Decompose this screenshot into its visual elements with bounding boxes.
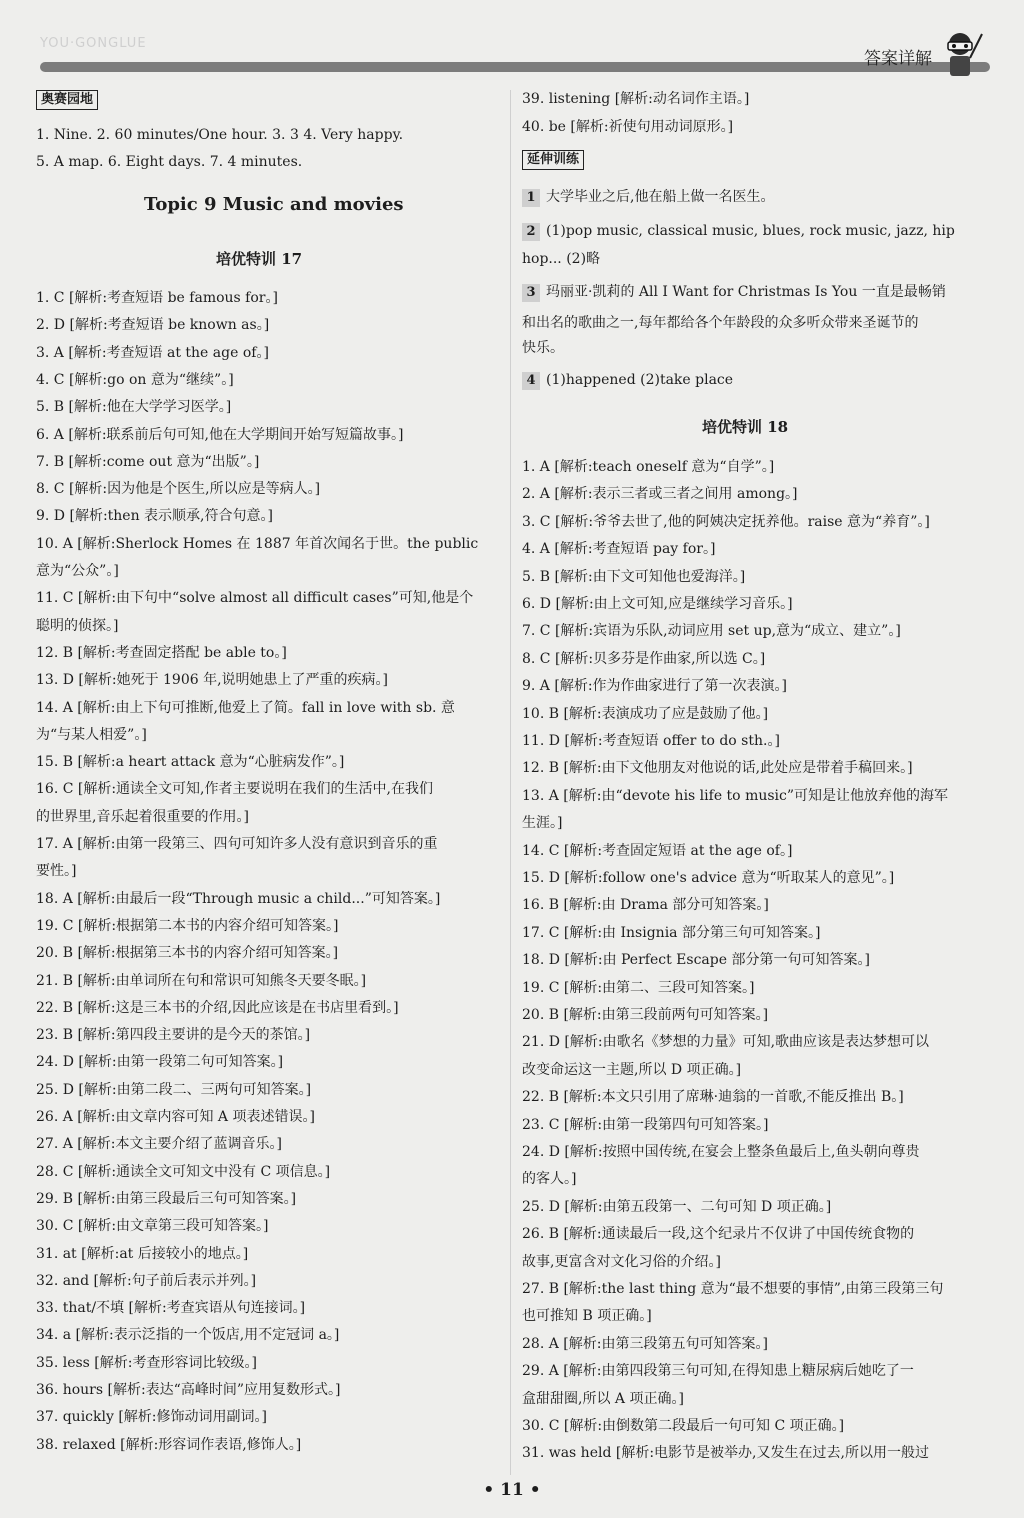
- answer-line: 6. D [解析:由上文可知,应是继续学习音乐。]: [522, 596, 793, 612]
- answer-line: 30. C [解析:由倒数第二段最后一句可知 C 项正确。]: [522, 1418, 845, 1434]
- mascot-icon: [938, 28, 984, 80]
- answer-line: 30. C [解析:由文章第三段可知答案。]: [36, 1218, 269, 1235]
- answer-line: 8. C [解析:贝多芬是作曲家,所以选 C。]: [522, 650, 766, 667]
- answer-line: 31. was held [解析:电影节是被举办,又发生在过去,所以用一般过: [522, 1445, 929, 1462]
- answer-line: 21. D [解析:由歌名《梦想的力量》可知,歌曲应该是表达梦想可以: [522, 1034, 930, 1051]
- answer-line: 22. B [解析:这是三本书的介绍,因此应该是在书店里看到。]: [36, 999, 399, 1016]
- topic-heading: Topic 9 Music and movies: [144, 194, 404, 215]
- answer-line: 3. C [解析:爷爷去世了,他的阿姨决定抚养他。raise 意为“养育”。]: [522, 513, 930, 530]
- header-bar: [40, 62, 990, 72]
- answer-line: 34. a [解析:表示泛指的一个饭店,用不定冠词 a。]: [36, 1327, 340, 1344]
- answer-line: 聪明的侦探。]: [36, 617, 119, 634]
- answer-line: 意为“公众”。]: [36, 563, 119, 579]
- answer-line: 12. B [解析:考查固定搭配 be able to。]: [36, 644, 287, 661]
- answer-line: 16. C [解析:通读全文可知,作者主要说明在我们的生活中,在我们: [36, 781, 433, 798]
- extension-box-title: 延伸训练: [522, 150, 584, 170]
- answer-line: 23. B [解析:第四段主要讲的是今天的茶馆。]: [36, 1027, 311, 1044]
- answer-line: 19. C [解析:由第二、三段可知答案。]: [522, 979, 755, 996]
- answer-line: 1. A [解析:teach oneself 意为“自学”。]: [522, 459, 775, 475]
- answer-line: 23. C [解析:由第一段第四句可知答案。]: [522, 1116, 769, 1133]
- answer-line: 32. and [解析:句子前后表示并列。]: [36, 1272, 257, 1289]
- answer-line: 8. C [解析:因为他是个医生,所以应是等病人。]: [36, 481, 321, 498]
- answer-line: 9. A [解析:作为作曲家进行了第一次表演。]: [522, 678, 788, 695]
- answer-line: 16. B [解析:由 Drama 部分可知答案。]: [522, 897, 769, 914]
- answer-line: 6. A [解析:联系前后句可知,他在大学期间开始写短篇故事。]: [36, 426, 404, 443]
- section-heading-17: 培优特训 17: [216, 250, 303, 268]
- extension-text: 大学毕业之后,他在船上做一名医生。: [546, 189, 775, 205]
- answer-line: 也可推知 B 项正确。]: [522, 1308, 652, 1325]
- answer-line: 11. C [解析:由下句中“solve almost all difficult cases”可知,他是个: [36, 590, 474, 607]
- extension-section-label: [522, 150, 584, 170]
- answer-line: 3. A [解析:考查短语 at the age of。]: [36, 344, 269, 361]
- answer-line: 2. A [解析:表示三者或三者之间用 among。]: [522, 486, 798, 503]
- extension-text: (1)happened (2)take place: [546, 372, 734, 388]
- answer-line: 18. A [解析:由最后一段“Through music a child...”可知答案。]: [36, 890, 441, 907]
- answer-line: 生涯。]: [522, 815, 563, 832]
- answer-line: 7. B [解析:come out 意为“出版”。]: [36, 453, 260, 470]
- answer-line: 36. hours [解析:表达“高峰时间”应用复数形式。]: [36, 1382, 341, 1398]
- answer-line: 11. D [解析:考查短语 offer to do sth.。]: [522, 733, 780, 749]
- answer-line: 为“与某人相爱”。]: [36, 726, 147, 743]
- answer-line: 24. D [解析:由第一段第二句可知答案。]: [36, 1054, 284, 1071]
- aosai-answers-2: 5. A map. 6. Eight days. 7. 4 minutes.: [36, 154, 303, 170]
- answer-line: 27. B [解析:the last thing 意为“最不想要的事情”,由第三段第三句: [522, 1281, 944, 1297]
- section-heading-18: 培优特训 18: [702, 418, 789, 436]
- answer-line: 25. D [解析:由第五段第一、二句可知 D 项正确。]: [522, 1198, 832, 1215]
- answer-line: 28. C [解析:通读全文可知文中没有 C 项信息。]: [36, 1163, 331, 1180]
- answer-line: 15. D [解析:follow one's advice 意为“听取某人的意见”。]: [522, 870, 895, 886]
- answer-line: 13. D [解析:她死于 1906 年,说明她患上了严重的疾病。]: [36, 672, 389, 689]
- answer-line: 24. D [解析:按照中国传统,在宴会上整条鱼最后上,鱼头朝向尊贵: [522, 1144, 920, 1160]
- answer-line: 20. B [解析:根据第三本书的内容介绍可知答案。]: [36, 945, 339, 962]
- answer-line: 19. C [解析:根据第二本书的内容介绍可知答案。]: [36, 917, 339, 934]
- answer-line: 26. B [解析:通读最后一段,这个纪录片不仅讲了中国传统食物的: [522, 1226, 915, 1243]
- extension-item-3-cont: 和出名的歌曲之一,每年都给各个年龄段的众多听众带来圣诞节的: [522, 315, 919, 331]
- answer-line: 15. B [解析:a heart attack 意为“心脏病发作”。]: [36, 754, 345, 771]
- header-brand: YOU·GONGLUE: [40, 36, 147, 51]
- answer-line: 21. B [解析:由单词所在句和常识可知熊冬天要冬眠。]: [36, 972, 367, 989]
- answer-line: 29. B [解析:由第三段最后三句可知答案。]: [36, 1190, 297, 1207]
- answer-line: 20. B [解析:由第三段前两句可知答案。]: [522, 1007, 769, 1023]
- answer-line: 1. C [解析:考查短语 be famous for。]: [36, 290, 278, 306]
- answer-line: 27. A [解析:本文主要介绍了蓝调音乐。]: [36, 1136, 282, 1153]
- answer-line: 的世界里,音乐起着很重要的作用。]: [36, 808, 249, 825]
- answer-line: 10. A [解析:Sherlock Homes 在 1887 年首次闻名于世。the public: [36, 535, 479, 552]
- answer-line: 10. B [解析:表演成功了应是鼓励了他。]: [522, 705, 769, 722]
- extension-num: 1: [522, 189, 540, 207]
- answer-line: 17. C [解析:由 Insignia 部分第三句可知答案。]: [522, 924, 821, 941]
- answer-line: 4. A [解析:考查短语 pay for。]: [522, 541, 716, 558]
- extension-text: 玛丽亚·凯莉的 All I Want for Christmas Is You 一直是最畅销: [546, 284, 946, 300]
- answer-line: 14. C [解析:考查固定短语 at the age of。]: [522, 842, 793, 859]
- column-divider: [510, 90, 511, 1475]
- answer-line: 33. that/不填 [解析:考查宾语从句连接词。]: [36, 1300, 306, 1317]
- aosai-section-label: [36, 90, 98, 110]
- answer-line: 故事,更富含对文化习俗的介绍。]: [522, 1253, 721, 1270]
- answer-line: 2. D [解析:考查短语 be known as。]: [36, 317, 270, 334]
- aosai-box-title: 奥赛园地: [36, 90, 98, 110]
- extension-item-3: [522, 283, 946, 302]
- answer-line: 22. B [解析:本文只引用了席琳·迪翁的一首歌,不能反推出 B。]: [522, 1089, 904, 1106]
- extension-num: 4: [522, 372, 540, 390]
- answer-line-40: 40. be [解析:祈使句用动词原形。]: [522, 119, 734, 135]
- answer-line: 26. A [解析:由文章内容可知 A 项表述错误。]: [36, 1109, 315, 1125]
- answer-line: 17. A [解析:由第一段第三、四句可知许多人没有意识到音乐的重: [36, 836, 438, 852]
- answer-line-39: 39. listening [解析:动名词作主语。]: [522, 91, 750, 107]
- answer-line: 37. quickly [解析:修饰动词用副词。]: [36, 1409, 267, 1426]
- answer-line: 25. D [解析:由第二段二、三两句可知答案。]: [36, 1081, 312, 1098]
- page-number: • 11 •: [483, 1480, 541, 1500]
- answer-line: 改变命运这一主题,所以 D 项正确。]: [522, 1061, 742, 1078]
- answer-line: 12. B [解析:由下文他朋友对他说的话,此处应是带着手稿回来。]: [522, 760, 913, 777]
- answer-line: 7. C [解析:宾语为乐队,动词应用 set up,意为“成立、建立”。]: [522, 623, 901, 640]
- answer-line: 28. A [解析:由第三段第五句可知答案。]: [522, 1335, 768, 1352]
- aosai-answers-1: 1. Nine. 2. 60 minutes/One hour. 3. 3 4. Very happy.: [36, 127, 404, 143]
- header-title: 答案详解: [864, 49, 932, 69]
- extension-num: 2: [522, 223, 540, 241]
- answer-line: 29. A [解析:由第四段第三句可知,在得知患上糖尿病后她吃了一: [522, 1363, 914, 1380]
- answer-line: 5. B [解析:他在大学学习医学。]: [36, 399, 232, 416]
- extension-item-1: [522, 188, 774, 207]
- extension-item-2-cont: hop... (2)略: [522, 251, 601, 267]
- answer-line: 5. B [解析:由下文可知他也爱海洋。]: [522, 568, 746, 585]
- extension-item-4: [522, 371, 733, 390]
- extension-text: (1)pop music, classical music, blues, rock music, jazz, hip: [546, 223, 955, 239]
- answer-line: 38. relaxed [解析:形容词作表语,修饰人。]: [36, 1436, 302, 1453]
- extension-item-3-cont2: 快乐。: [522, 340, 564, 356]
- answer-line: 31. at [解析:at 后接较小的地点。]: [36, 1245, 249, 1262]
- answer-line: 35. less [解析:考查形容词比较级。]: [36, 1354, 257, 1371]
- answer-line: 9. D [解析:then 表示顺承,符合句意。]: [36, 508, 273, 525]
- extension-item-2: [522, 222, 955, 241]
- answer-line: 盒甜甜圈,所以 A 项正确。]: [522, 1390, 684, 1407]
- answer-line: 的客人。]: [522, 1171, 577, 1188]
- answer-line: 4. C [解析:go on 意为“继续”。]: [36, 371, 234, 388]
- answer-line: 要性。]: [36, 863, 77, 880]
- answer-line: 14. A [解析:由上下句可推断,他爱上了简。fall in love with sb. 意: [36, 699, 455, 716]
- extension-num: 3: [522, 284, 540, 302]
- answer-line: 13. A [解析:由“devote his life to music”可知是让他放弃他的海军: [522, 787, 949, 804]
- answer-line: 18. D [解析:由 Perfect Escape 部分第一句可知答案。]: [522, 952, 870, 969]
